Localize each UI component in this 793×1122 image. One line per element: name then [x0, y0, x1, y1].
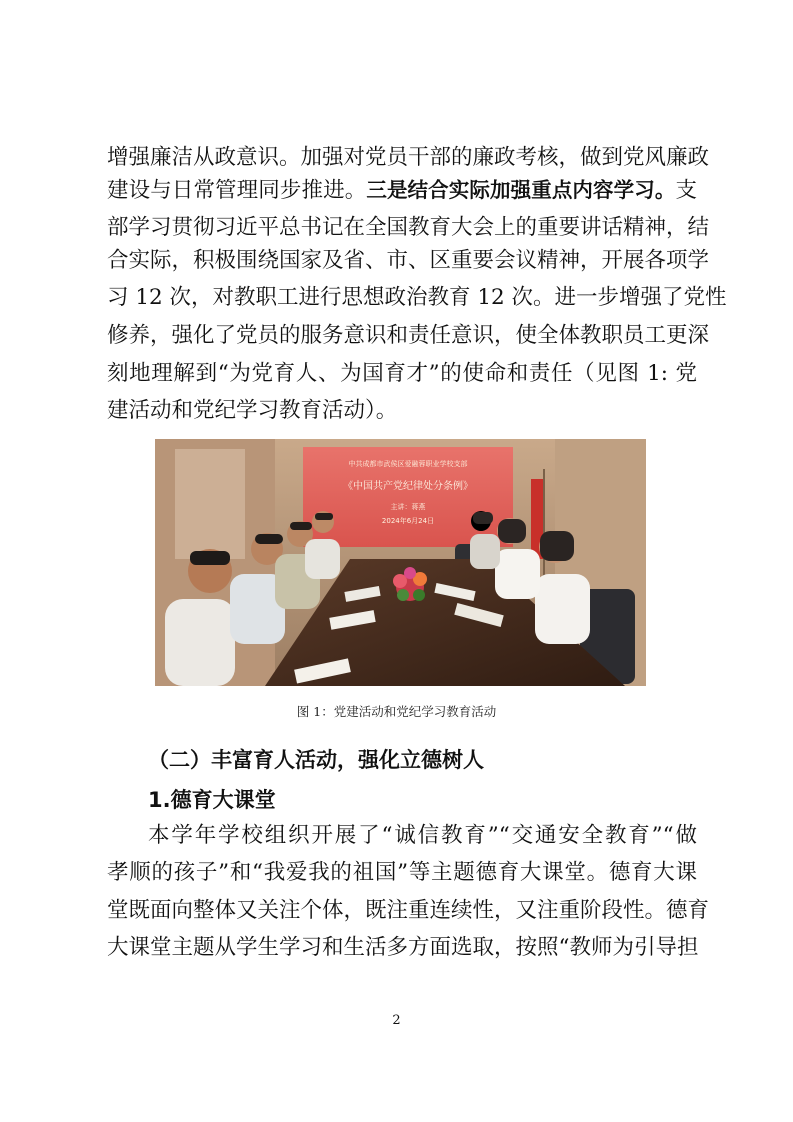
- body-text-line: 刻地理解到“为党育人、为国育才”的使命和责任（见图 1: 党: [107, 361, 697, 386]
- body-text-line: 合实际，积极围绕国家及省、市、区重要会议精神，开展各项学: [107, 248, 710, 273]
- body-text-line: 本学年学校组织开展了“诚信教育”“交通安全教育”“做: [148, 823, 697, 848]
- body-text-line: [107, 174, 697, 207]
- banner-speaker: 主讲：蒋燕: [390, 503, 426, 511]
- subsection-heading: 1.德育大课堂: [148, 788, 276, 812]
- body-text-line: 部学习贯彻习近平总书记在全国教育大会上的重要讲话精神，结: [107, 215, 710, 240]
- text-segment: 支: [675, 178, 697, 203]
- meeting-photo-illustration: [155, 439, 646, 686]
- banner-title: 《中国共产党纪律处分条例》: [343, 481, 473, 492]
- meeting-photo: [155, 439, 646, 686]
- body-text-line: 孝顺的孩子”和“我爱我的祖国”等主题德育大课堂。德育大课: [107, 860, 697, 885]
- body-text-line: 大课堂主题从学生学习和生活多方面选取，按照“教师为引导担: [107, 935, 699, 960]
- bold-key-point: 三是结合实际加强重点内容学习。: [366, 178, 676, 202]
- section-heading: （二）丰富育人活动，强化立德树人: [148, 748, 484, 772]
- figure-caption: 图 1：党建活动和党纪学习教育活动: [296, 704, 497, 719]
- body-text-line: 建活动和党纪学习教育活动）。: [107, 398, 398, 423]
- body-text-line: 增强廉洁从政意识。加强对党员干部的廉政考核，做到党风廉政: [107, 145, 710, 170]
- body-text-line: 修养，强化了党员的服务意识和责任意识，使全体教职员工更深: [107, 323, 710, 348]
- banner-text: 中共成都市武侯区爱融蓉职业学校支部: [348, 460, 468, 468]
- page-number: 2: [392, 1013, 401, 1028]
- projection-screen: [303, 447, 513, 547]
- text-segment: 建设与日常管理同步推进。: [107, 178, 367, 203]
- body-text-line: 习 12 次，对教职工进行思想政治教育 12 次。进一步增强了党性: [107, 285, 727, 310]
- banner-date: 2024年6月24日: [381, 517, 435, 525]
- body-text-line: 堂既面向整体又关注个体，既注重连续性，又注重阶段性。德育: [107, 898, 710, 923]
